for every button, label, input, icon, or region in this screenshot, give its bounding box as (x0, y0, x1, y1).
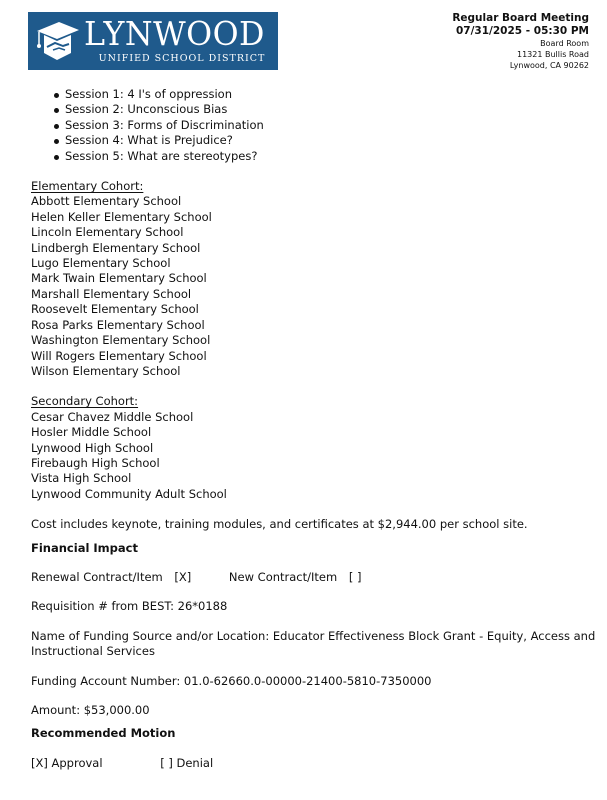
district-logo (28, 12, 278, 70)
meeting-title: Regular Board Meeting (452, 12, 589, 24)
funding-source: Name of Funding Source and/or Location: Educator Effectiveness Block Grant - Equity, Access and Instructional Services (31, 628, 596, 659)
school-item: Lynwood High School (31, 440, 154, 455)
session-item: Session 4: What is Prejudice? (53, 133, 601, 148)
renewal-checkbox: [X] (174, 569, 192, 584)
school-item: Lindbergh Elementary School (31, 240, 201, 255)
requisition-number: Requisition # from BEST: 26*0188 (31, 599, 228, 614)
meeting-datetime: 07/31/2025 - 05:30 PM (455, 25, 589, 37)
logo-subtitle: UNIFIED SCHOOL DISTRICT (98, 53, 266, 64)
elementary-cohort (31, 179, 601, 379)
elementary-cohort-heading: Elementary Cohort: (31, 179, 144, 194)
school-item: Rosa Parks Elementary School (31, 317, 205, 332)
meeting-address-line2: Lynwood, CA 90262 (509, 61, 589, 70)
school-item: Abbott Elementary School (31, 194, 182, 209)
meeting-info (452, 12, 589, 71)
session-item: Session 5: What are stereotypes? (53, 149, 601, 164)
motion-row (31, 756, 601, 771)
approval-option: [X] Approval (31, 755, 103, 770)
meeting-location: Board Room (540, 39, 589, 48)
school-item: Cesar Chavez Middle School (31, 409, 194, 424)
school-item: Lincoln Elementary School (31, 225, 184, 240)
secondary-cohort (31, 394, 601, 502)
school-item: Lynwood Community Adult School (31, 486, 227, 501)
school-item: Vista High School (31, 471, 132, 486)
session-item: Session 3: Forms of Discrimination (53, 118, 601, 133)
renewal-label: Renewal Contract/Item (31, 569, 163, 584)
school-item: Lugo Elementary School (31, 256, 171, 271)
school-item: Hosler Middle School (31, 425, 152, 440)
financial-impact-heading: Financial Impact (31, 540, 138, 555)
school-item: Helen Keller Elementary School (31, 209, 212, 224)
recommended-motion-heading: Recommended Motion (31, 726, 176, 741)
session-item: Session 1: 4 I's of oppression (53, 87, 601, 102)
school-item: Firebaugh High School (31, 455, 160, 470)
graduation-cap-handshake-icon (33, 17, 81, 65)
secondary-cohort-heading: Secondary Cohort: (31, 394, 139, 409)
new-contract-checkbox: [ ] (348, 569, 362, 584)
school-item: Will Rogers Elementary School (31, 348, 207, 363)
contract-type-row (31, 570, 601, 585)
funding-account-number: Funding Account Number: 01.0-62660.0-00000-21400-5810-7350000 (31, 673, 432, 688)
school-item: Washington Elementary School (31, 333, 211, 348)
denial-option: [ ] Denial (160, 755, 214, 770)
school-item: Roosevelt Elementary School (31, 302, 199, 317)
meeting-address-line1: 11321 Bullis Road (516, 50, 589, 59)
session-list (31, 87, 601, 164)
logo-wordmark: LYNWOOD (84, 14, 265, 53)
session-item: Session 2: Unconscious Bias (53, 102, 601, 117)
document-body (31, 87, 601, 771)
school-item: Wilson Elementary School (31, 363, 181, 378)
school-item: Mark Twain Elementary School (31, 271, 207, 286)
amount: Amount: $53,000.00 (31, 703, 150, 717)
school-item: Marshall Elementary School (31, 286, 192, 301)
cost-note: Cost includes keynote, training modules, and certificates at $2,944.00 per school site. (31, 517, 528, 532)
new-contract-label: New Contract/Item (228, 569, 338, 584)
